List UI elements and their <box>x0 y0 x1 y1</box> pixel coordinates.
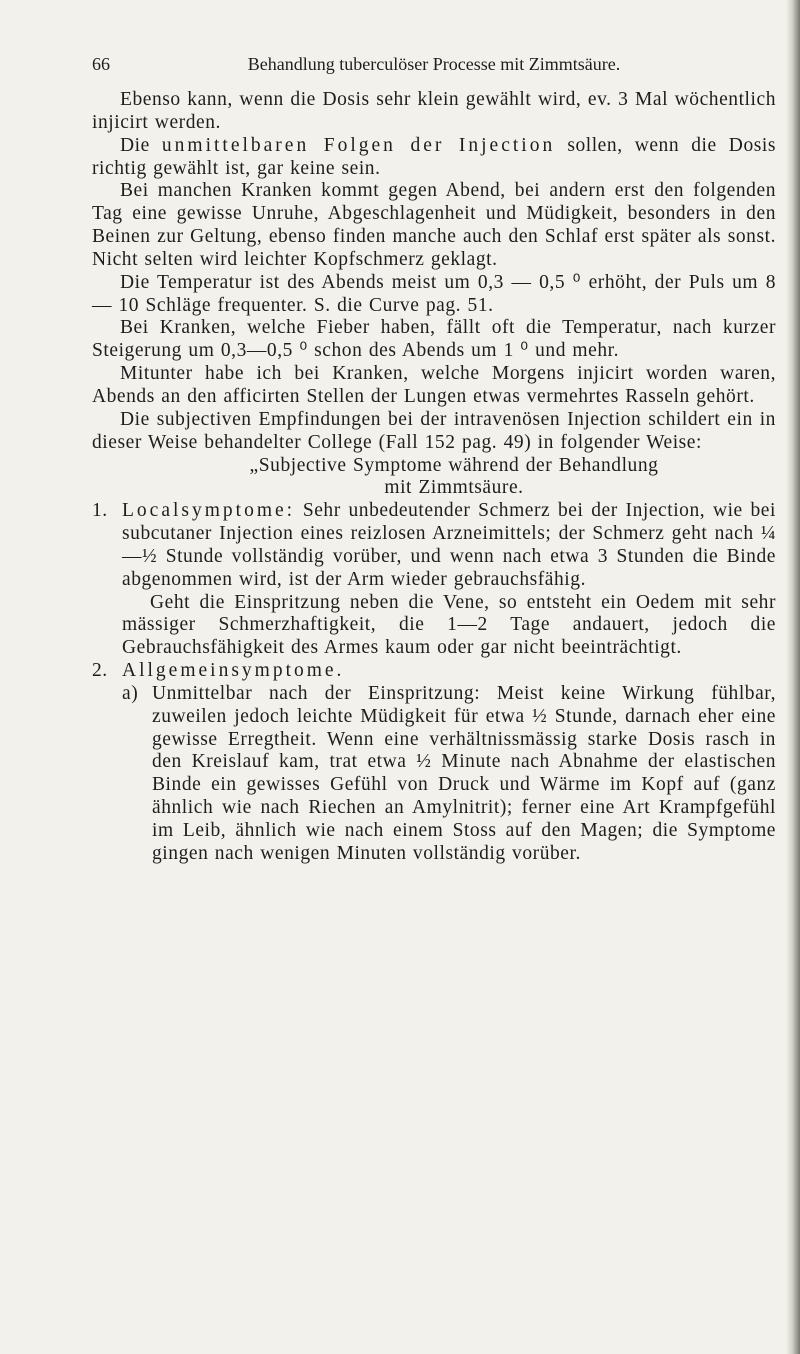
item-continuation: Geht die Einspritzung neben die Vene, so entsteht ein Oedem mit sehr mässiger Schmerzhaftigkeit, die 1—2 Tage andauert, jedoch die Gebrauchsfähigkeit des Armes kaum oder gar nicht beeinträchtigt. <box>122 591 776 659</box>
page-header <box>92 54 776 82</box>
paragraph: Ebenso kann, wenn die Dosis sehr klein gewählt wird, ev. 3 Mal wöchentlich injicirt werden. <box>92 89 776 133</box>
item-label: Localsymptome: <box>122 500 296 522</box>
running-title: Behandlung tuberculöser Processe mit Zimmtsäure. <box>247 54 621 74</box>
paragraph-text: sollen, wenn die Dosis richtig gewählt ist, gar keine sein. <box>92 134 776 179</box>
sub-item-text: Unmittelbar nach der Einspritzung: Meist keine Wirkung fühlbar, zuweilen jedoch leichte Müdigkeit für etwa ½ Stunde, darnach eher eine gewisse Erregtheit. Wenn eine verhältnissmässig starke Dosis rasch in den Kreislauf kam, trat etwa ½ Minute nach Abnahme der elastischen Binde ein gewisses Gefühl von Druck und Wärme im Kopf auf (ganz ähnlich wie nach Riechen an Amylnitrit); ferner eine Art Krampfgefühl im Leib, ähnlich wie nach einem Stoss auf den Magen; die Symptome gingen nach wenigen Minuten vollständig vorüber. <box>152 682 776 864</box>
item-body <box>122 660 776 683</box>
item-label: Allgemeinsymptome. <box>122 660 345 682</box>
paragraph: Bei manchen Kranken kommt gegen Abend, bei andern erst den folgenden Tag eine gewisse Unruhe, Abgeschlagenheit und Müdigkeit, besonders in den Beinen zur Geltung, ebenso finden manche auch den Schlaf erst später als sonst. Nicht selten wird leichter Kopfschmerz geklagt. <box>92 180 776 270</box>
paragraph: Die subjectiven Empfindungen bei der intravenösen Injection schildert ein in dieser Weise behandelter College (Fall 152 pag. 49) in folgender Weise: <box>92 408 776 453</box>
numbered-item <box>92 660 776 683</box>
paragraph-lead: Die <box>120 134 150 156</box>
paragraph: Bei Kranken, welche Fieber haben, fällt oft die Temperatur, nach kurzer Steigerung um 0,3—0,5 ⁰ schon des Abends um 1 ⁰ und mehr. <box>92 317 776 362</box>
item-text: Sehr unbedeutender Schmerz bei der Injection, wie bei subcutaner Injection eines reizlosen Arzneimittels; der Schmerz geht nach ¼—½ Stunde vollständig vorüber, und wenn nach etwa 3 Stunden die Binde abgenommen wird, ist der Arm wieder gebrauchsfähig. <box>122 500 776 590</box>
quote-title-line: „Subjective Symptome während der Behandlung <box>249 454 659 476</box>
sub-item-marker: a) <box>122 682 139 704</box>
quote-title-line: mit Zimmtsäure. <box>384 477 524 499</box>
page-edge-shadow <box>786 0 800 1354</box>
item-body <box>122 500 776 591</box>
paragraph <box>92 135 776 181</box>
quote-title <box>92 455 776 501</box>
paragraph: Die Temperatur ist des Abends meist um 0,3 — 0,5 ⁰ erhöht, der Puls um 8 — 10 Schläge frequenter. S. die Curve pag. 51. <box>92 271 776 316</box>
item-number: 1. <box>92 500 108 522</box>
page-number: 66 <box>92 54 110 74</box>
body-text <box>92 89 776 866</box>
sub-item <box>92 683 776 866</box>
paragraph: Mitunter habe ich bei Kranken, welche Morgens injicirt worden waren, Abends an den afficirten Stellen der Lungen etwas vermehrtes Rasseln gehört. <box>92 363 776 407</box>
emphasized-term: unmittelbaren Folgen der Injection <box>161 134 556 156</box>
item-number: 2. <box>92 660 108 682</box>
numbered-item <box>92 500 776 591</box>
